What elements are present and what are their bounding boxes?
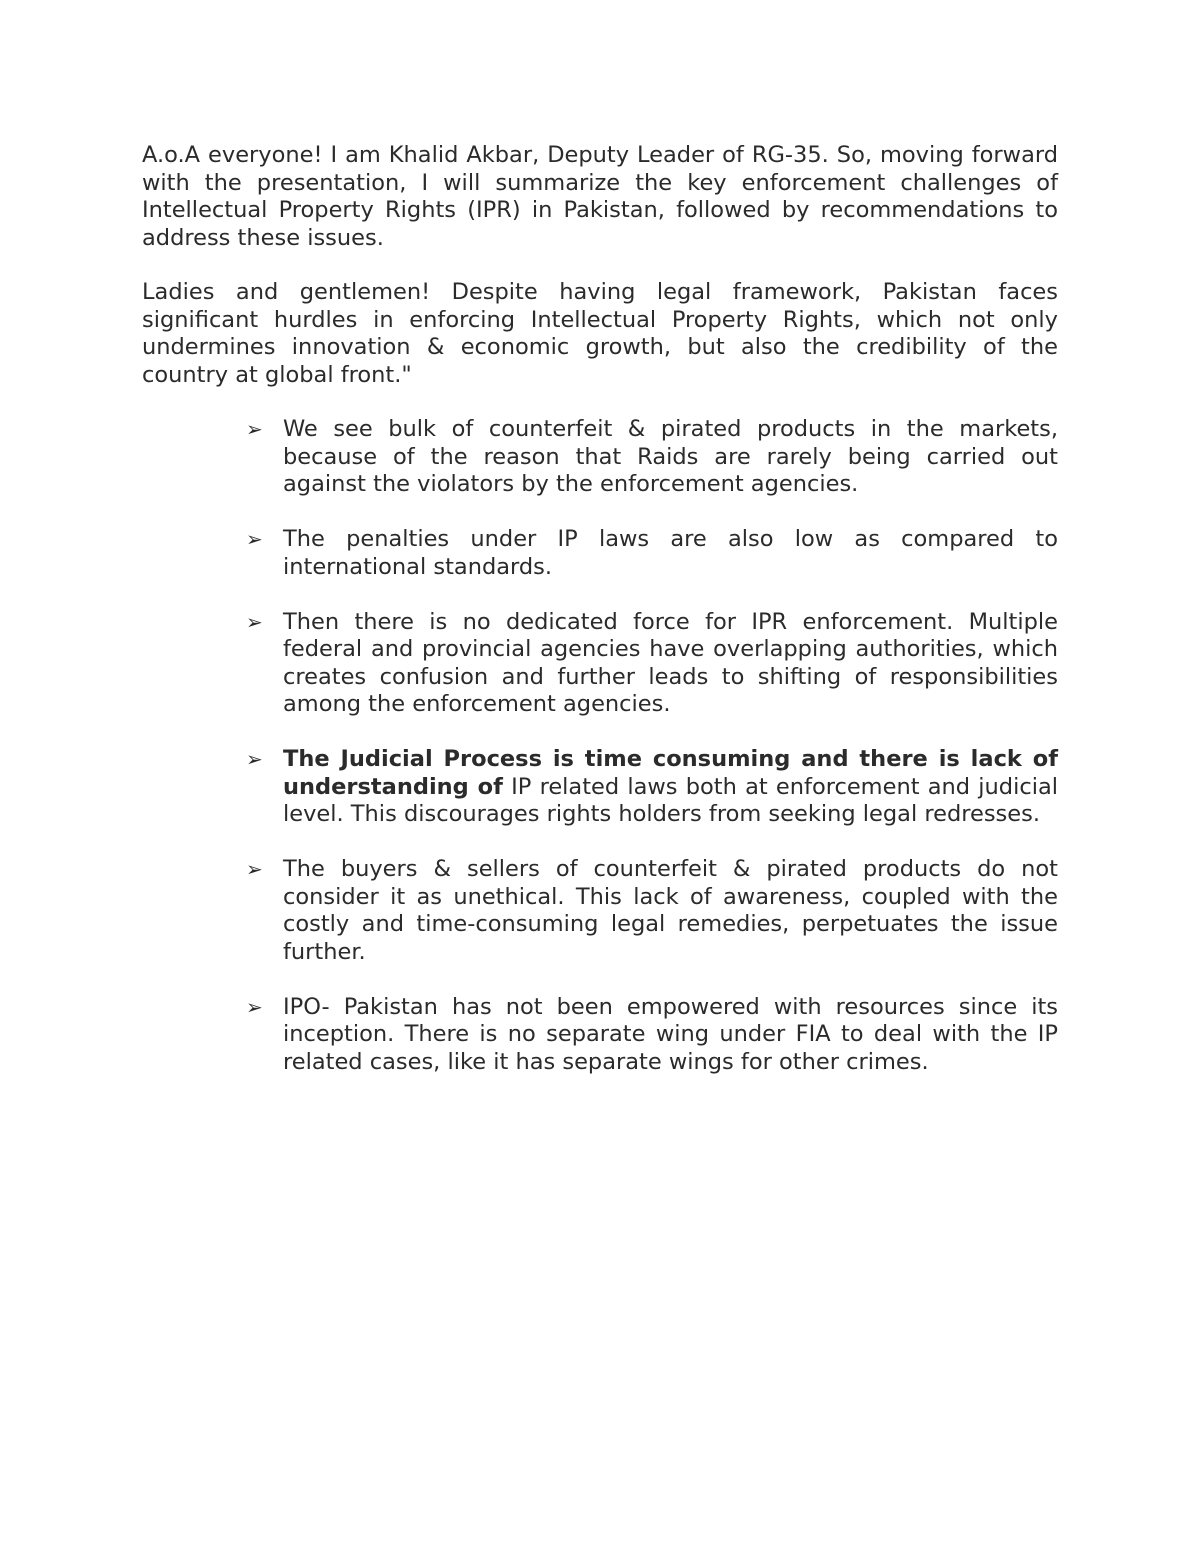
list-item — [246, 856, 1058, 966]
arrow-bullet-icon: ➢ — [246, 527, 263, 551]
list-item-text: IPO- Pakistan has not been empowered with resources since its inception. There is no separate wing under FIA to deal with the IP related cases, like it has separate wings for other crimes. — [283, 993, 1058, 1075]
list-item — [246, 526, 1058, 581]
arrow-bullet-icon: ➢ — [246, 857, 263, 881]
list-item — [246, 994, 1058, 1077]
arrow-bullet-icon: ➢ — [246, 417, 263, 441]
intro-paragraph: A.o.A everyone! I am Khalid Akbar, Deputy Leader of RG-35. So, moving forward with the presentation, I will summarize the key enforcement challenges of Intellectual Property Rights (IPR) in Pakistan, followed by recommendations to address these issues. — [142, 142, 1058, 251]
list-item — [246, 416, 1058, 499]
list-item — [246, 609, 1058, 719]
list-item-text: IP related laws both at enforcement and judicial level. This discourages rights holders from seeking legal redresses. — [283, 773, 1058, 827]
arrow-bullet-icon: ➢ — [246, 609, 263, 634]
challenges-list — [246, 416, 1058, 1104]
list-item-text: Then there is no dedicated force for IPR enforcement. Multiple federal and provincial agencies have overlapping authorities, which creates confusion and further leads to shifting of responsibilities among the enforcement agencies. — [283, 608, 1058, 717]
list-item-text: The penalties under IP laws are also low as compared to international standards. — [283, 526, 1058, 580]
list-item-bold-text: The Judicial Process is time consuming and there is lack of understanding of — [283, 746, 1058, 800]
list-item-text: The buyers & sellers of counterfeit & pirated products do not consider it as unethical. This lack of awareness, coupled with the costly and time-consuming legal remedies, perpetuates the issue further. — [283, 856, 1058, 965]
arrow-bullet-icon: ➢ — [246, 747, 263, 771]
arrow-bullet-icon: ➢ — [246, 994, 263, 1019]
list-item-text: We see bulk of counterfeit & pirated products in the markets, because of the reason that Raids are rarely being carried out against the violators by the enforcement agencies. — [283, 416, 1058, 497]
list-item — [246, 746, 1058, 829]
context-paragraph: Ladies and gentlemen! Despite having legal framework, Pakistan faces significant hurdles in enforcing Intellectual Property Rights, which not only undermines innovation & economic growth, but also the credibility of the country at global front." — [142, 279, 1058, 388]
